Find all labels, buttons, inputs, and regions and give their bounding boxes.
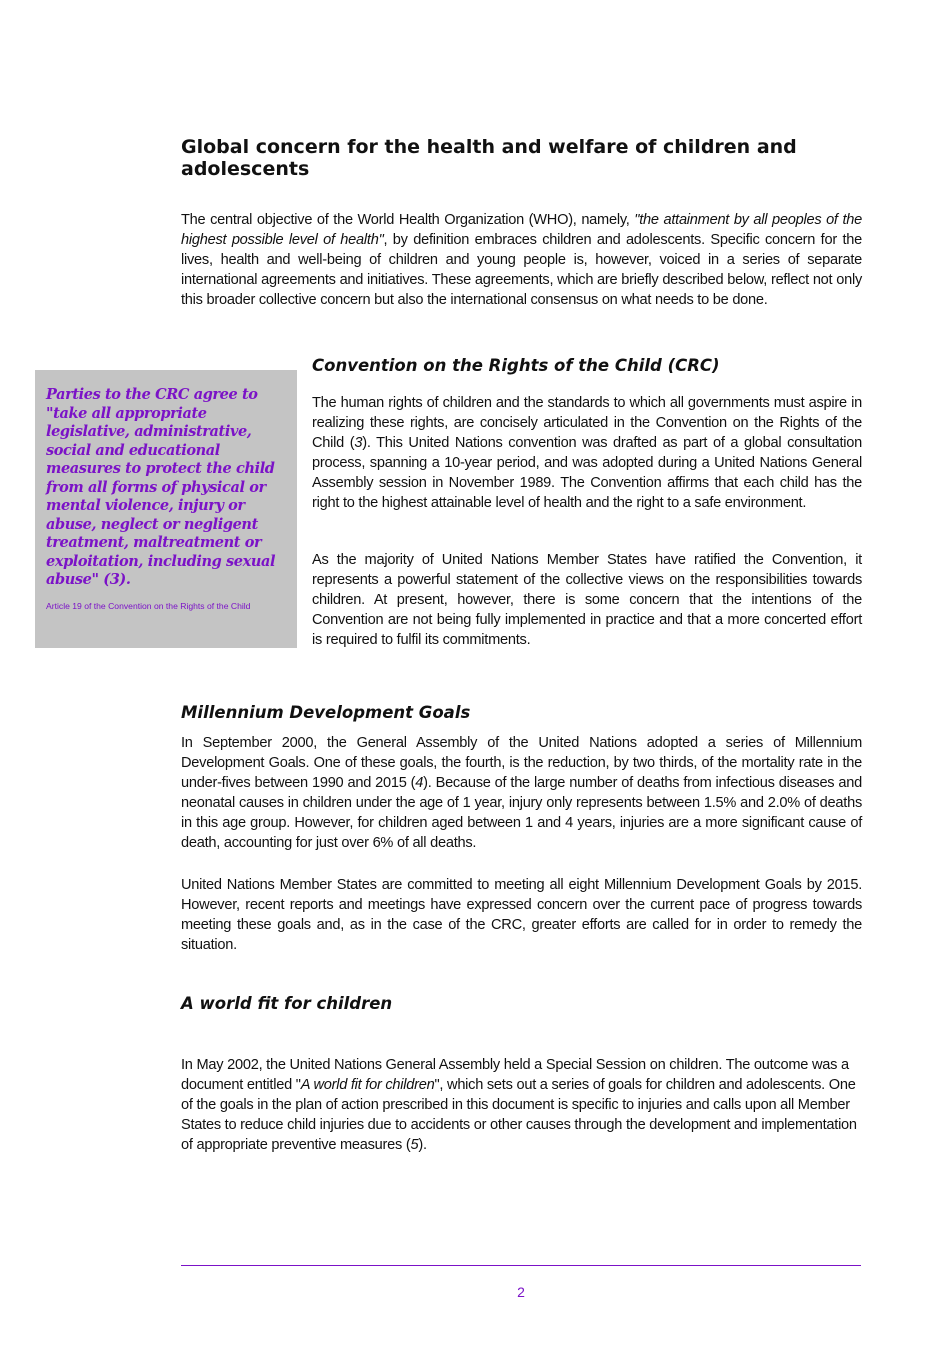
mdg-paragraph-2: United Nations Member States are committed to meeting all eight Millennium Development Goals by 2015. However, recent reports and meetings have expressed concern over the current pace of progress towards meeting these goals and, as in the case of the CRC, greater efforts are called for in order to remedy the situation. — [181, 877, 862, 953]
page-number: 2 — [517, 1284, 525, 1300]
wffc-reference: 5 — [410, 1137, 419, 1153]
wffc-heading: A world fit for children — [181, 994, 393, 1013]
intro-text-a: The central objective of the World Health Organization (WHO), namely, — [181, 212, 635, 228]
wffc-text-b: ", which sets out a series of goals for children and adolescents. One of the goals in the plan of action prescribed in this document is specific to injuries and calls upon all Member States to reduce child injuries due to accidents or other causes through the development and implementation of appropriate preventive measures ( — [181, 1077, 857, 1153]
mdg-text-a: In September 2000, the General Assembly of the United Nations adopted a series of Millennium Development Goals. One of these goals, the fourth, is the reduction, by two thirds, of the mortality rate in the under-fives between 1990 and 2015 ( — [181, 735, 862, 791]
crc-paragraph-2: As the majority of United Nations Member States have ratified the Convention, it represents a powerful statement of the collective views on the responsibilities towards children. At present, however, there is some concern that the intentions of the Convention are not being fully implemented in practice and that a more concerted effort is required to fulfil its commitments. — [312, 552, 862, 648]
wffc-text-a: In May 2002, the United Nations General Assembly held a Special Session on children. The outcome was a document entitled " — [181, 1057, 849, 1093]
wffc-document-title: A world fit for children — [300, 1077, 435, 1093]
page-title: Global concern for the health and welfare of children and adolescents — [181, 136, 797, 180]
footer-divider — [181, 1265, 861, 1266]
mdg-heading: Millennium Development Goals — [181, 703, 471, 722]
sidebar-source: Article 19 of the Convention on the Rights of the Child — [46, 600, 251, 611]
crc-text-b: ). This United Nations convention was drafted as part of a global consultation process, spanning a 10-year period, and was adopted during a United Nations General Assembly session in November 1989. The Convention affirms that each child has the right to the highest attainable level of health and the right to a safe environment. — [312, 435, 863, 511]
crc-paragraph-1 — [312, 393, 862, 513]
intro-text-b: , by definition embraces children and adolescents. Specific concern for the lives, health and well-being of children and young people is, however, voiced in a series of separate international agreements and initiatives. These agreements, which are briefly described below, reflect not only this broader collective concern but also the international consensus on what needs to be done. — [181, 232, 862, 308]
crc-heading: Convention on the Rights of the Child (CRC) — [312, 356, 720, 375]
crc-reference: 3 — [354, 435, 363, 451]
intro-paragraph — [181, 210, 862, 310]
who-objective-quote: "the attainment by all peoples of the highest possible level of health" — [181, 212, 862, 248]
wffc-text-c: ). — [418, 1137, 427, 1153]
crc-text-a: The human rights of children and the standards to which all governments must aspire in realizing these rights, are concisely articulated in the Convention on the Rights of the Child ( — [312, 395, 862, 451]
mdg-text-b: ). Because of the large number of deaths from infectious diseases and neonatal causes in children under the age of 1 year, injury only represents between 1.5% and 2.0% of deaths in this age group. However, for children aged between 1 and 4 years, injuries are a more significant cause of death, accounting for just over 6% of all deaths. — [181, 775, 863, 851]
wffc-paragraph — [181, 1055, 862, 1155]
mdg-reference: 4 — [415, 775, 424, 791]
sidebar-quote-box — [35, 370, 297, 648]
sidebar-quote: Parties to the CRC agree to "take all appropriate legislative, administrative, social and educational measures to protect the child from all forms of physical or mental violence, injury or abuse, neglect or negligent treatment, maltreatment or exploitation, including sexual abuse" (3). — [46, 386, 276, 588]
mdg-paragraph-1 — [181, 733, 862, 853]
